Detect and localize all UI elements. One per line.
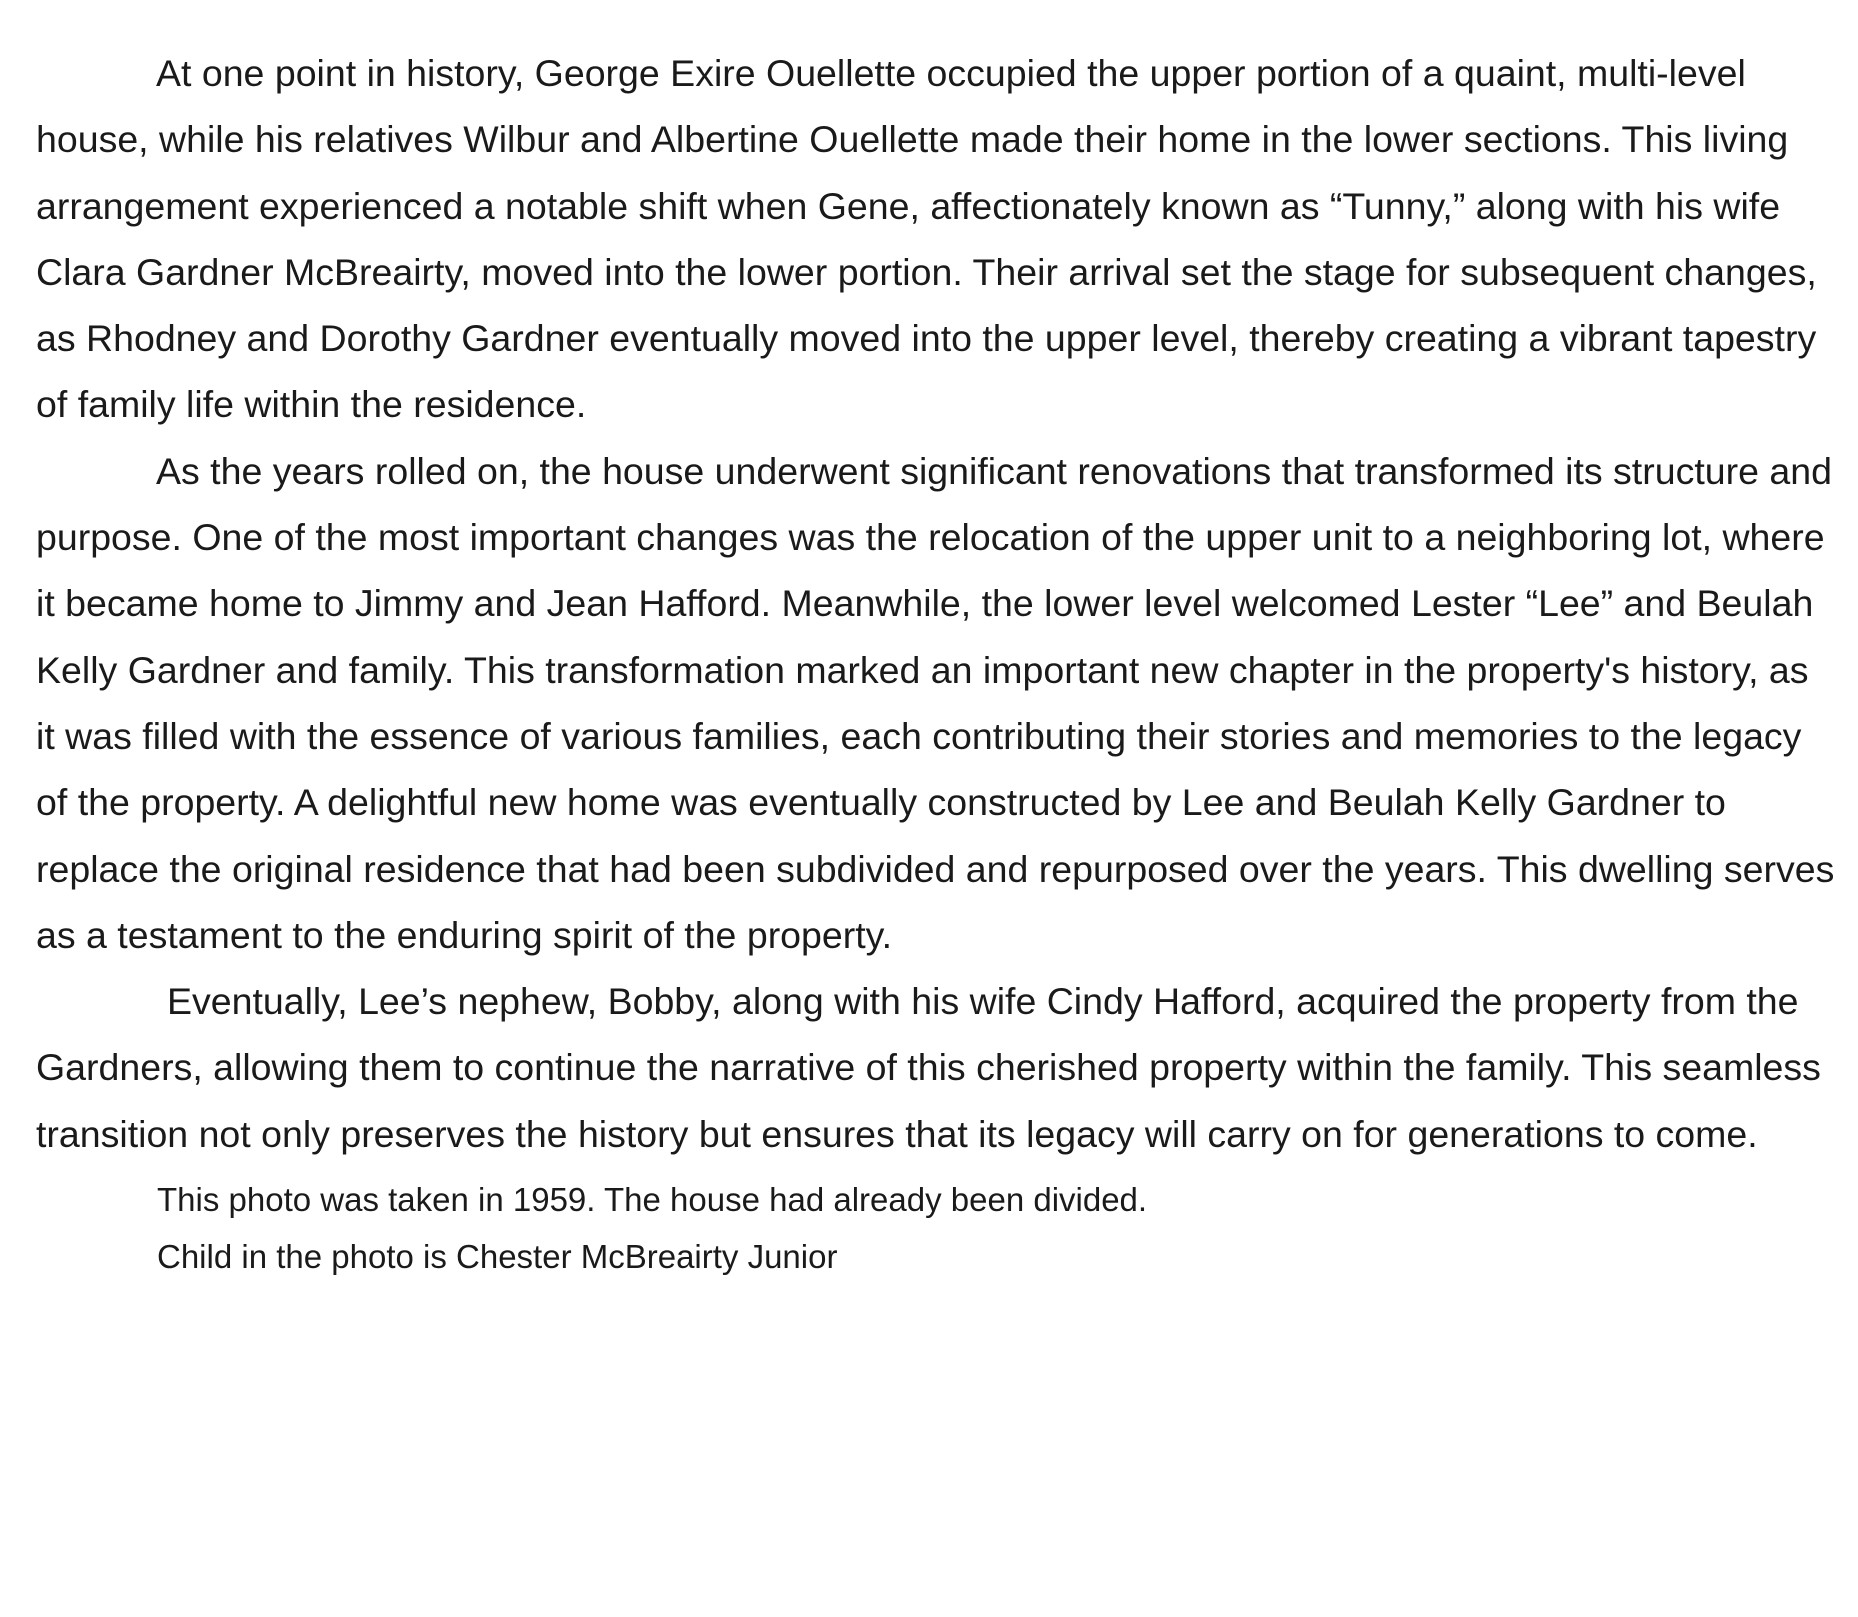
document-page	[36, 40, 1836, 1285]
caption-line-2: Child in the photo is Chester McBreairty Junior	[157, 1238, 838, 1276]
document-body	[36, 40, 1836, 1167]
paragraph-1: At one point in history, George Exire Ouellette occupied the upper portion of a quaint, multi-level house, while his relatives Wilbur and Albertine Ouellette made their home in the lower sections. This living arrangement experienced a notable shift when Gene, affectionately known as “Tunny,” along with his wife Clara Gardner McBreairty, moved into the lower portion. Their arrival set the stage for subsequent changes, as Rhodney and Dorothy Gardner eventually moved into the upper level, thereby creating a vibrant tapestry of family life within the residence.	[36, 52, 1817, 426]
photo-caption	[157, 1171, 1836, 1285]
paragraph-3: Eventually, Lee’s nephew, Bobby, along with his wife Cindy Hafford, acquired the property from the Gardners, allowing them to continue the narrative of this cherished property within the family. This seamless transition not only preserves the history but ensures that its legacy will carry on for generations to come.	[36, 980, 1821, 1155]
caption-line-1: This photo was taken in 1959. The house had already been divided.	[157, 1181, 1148, 1219]
paragraph-2: As the years rolled on, the house underwent significant renovations that transformed its structure and purpose. One of the most important changes was the relocation of the upper unit to a neighboring lot, where it became home to Jimmy and Jean Hafford. Meanwhile, the lower level welcomed Lester “Lee” and Beulah Kelly Gardner and family. This transformation marked an important new chapter in the property's history, as it was filled with the essence of various families, each contributing their stories and memories to the legacy of the property. A delightful new home was eventually constructed by Lee and Beulah Kelly Gardner to replace the original residence that had been subdivided and repurposed over the years. This dwelling serves as a testament to the enduring spirit of the property.	[36, 449, 1835, 956]
